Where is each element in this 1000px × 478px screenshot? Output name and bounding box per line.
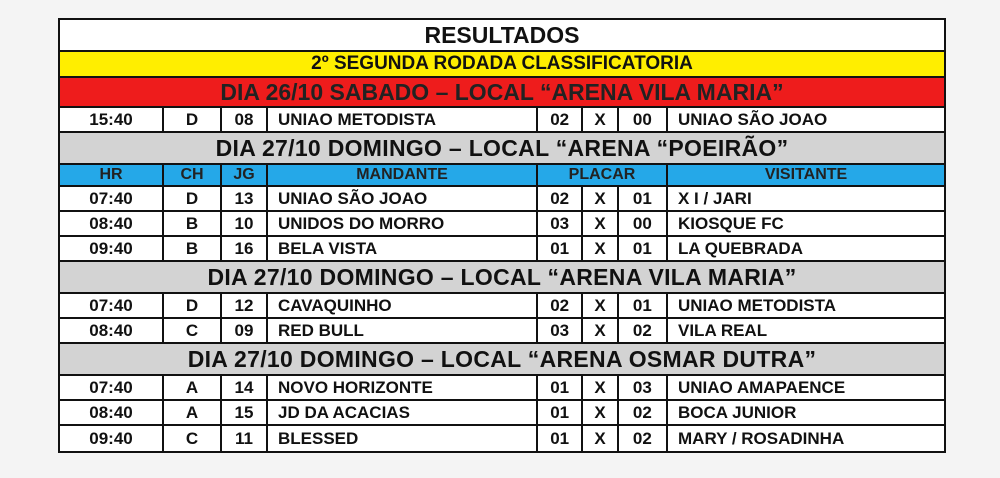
match-row (60, 294, 944, 319)
away-goals: 01 (632, 238, 652, 258)
time-cell: 08:40 (60, 401, 164, 424)
home-team-cell: UNIAO METODISTA (268, 108, 538, 131)
home-goals: 01 (538, 237, 583, 260)
away-team-cell: MARY / ROSADINHA (678, 428, 845, 448)
score-cell (538, 212, 668, 235)
match-row (60, 187, 944, 212)
time-cell: 08:40 (60, 212, 164, 235)
results-table (58, 18, 946, 453)
away-goals: 02 (632, 320, 652, 340)
score-cell (538, 376, 668, 399)
home-goals: 01 (538, 401, 583, 424)
game-number-cell: 08 (222, 108, 268, 131)
away-goals: 03 (632, 377, 652, 397)
day-header-text: DIA 27/10 DOMINGO – LOCAL “ARENA VILA MARIA” (207, 263, 797, 290)
time-cell: 07:40 (60, 376, 164, 399)
column-header-hr: HR (60, 165, 164, 185)
category-cell: D (164, 187, 222, 210)
away-goals: 00 (632, 109, 652, 129)
away-goals: 00 (632, 213, 652, 233)
game-number-cell: 11 (222, 426, 268, 451)
score-cell (538, 401, 668, 424)
time-cell: 07:40 (60, 187, 164, 210)
score-separator: X (583, 376, 618, 399)
game-number-cell: 16 (222, 237, 268, 260)
subtitle-text: 2º SEGUNDA RODADA CLASSIFICATORIA (311, 53, 693, 74)
score-separator: X (583, 108, 618, 131)
day-header-text: DIA 27/10 DOMINGO – LOCAL “ARENA OSMAR DUTRA” (187, 345, 817, 372)
day-header-text: DIA 27/10 DOMINGO – LOCAL “ARENA “POEIRÃO” (215, 134, 789, 161)
match-row (60, 212, 944, 237)
home-team-cell: UNIDOS DO MORRO (268, 212, 538, 235)
home-goals: 01 (538, 426, 583, 451)
day-header-text: DIA 26/10 SABADO – LOCAL “ARENA VILA MARIA” (220, 78, 784, 105)
home-goals: 02 (538, 108, 583, 131)
category-cell: A (164, 401, 222, 424)
score-cell (538, 108, 668, 131)
home-team-cell: JD DA ACACIAS (268, 401, 538, 424)
match-row (60, 376, 944, 401)
score-separator: X (583, 237, 618, 260)
game-number-cell: 12 (222, 294, 268, 317)
score-cell (538, 426, 668, 451)
away-goals: 02 (632, 428, 652, 448)
day-header-sunday-vila-maria (60, 262, 944, 294)
title-text: RESULTADOS (424, 21, 580, 48)
column-header-mandante: MANDANTE (268, 165, 538, 185)
category-cell: B (164, 237, 222, 260)
day-header-sunday-poeirao (60, 133, 944, 165)
column-header-row (60, 165, 944, 187)
score-cell (538, 237, 668, 260)
away-team-cell: X I / JARI (678, 188, 752, 208)
away-team-cell: KIOSQUE FC (678, 213, 784, 233)
column-header-placar: PLACAR (538, 165, 668, 185)
match-row (60, 426, 944, 451)
away-team-cell: UNIAO METODISTA (678, 295, 837, 315)
match-row (60, 319, 944, 344)
score-separator: X (583, 294, 618, 317)
match-row (60, 401, 944, 426)
home-goals: 02 (538, 294, 583, 317)
category-cell: D (164, 294, 222, 317)
category-cell: A (164, 376, 222, 399)
score-separator: X (583, 426, 618, 451)
home-team-cell: NOVO HORIZONTE (268, 376, 538, 399)
column-header-visitante: VISITANTE (764, 166, 848, 183)
game-number-cell: 10 (222, 212, 268, 235)
day-header-saturday (60, 78, 944, 108)
score-separator: X (583, 187, 618, 210)
column-header-ch: CH (164, 165, 222, 185)
category-cell: C (164, 319, 222, 342)
score-cell (538, 294, 668, 317)
home-team-cell: UNIAO SÃO JOAO (268, 187, 538, 210)
score-cell (538, 187, 668, 210)
score-separator: X (583, 212, 618, 235)
home-team-cell: BLESSED (268, 426, 538, 451)
home-goals: 03 (538, 319, 583, 342)
away-team-cell: UNIAO SÃO JOAO (678, 109, 828, 129)
round-subtitle (60, 52, 944, 78)
away-team-cell: VILA REAL (678, 320, 768, 340)
game-number-cell: 14 (222, 376, 268, 399)
game-number-cell: 13 (222, 187, 268, 210)
category-cell: C (164, 426, 222, 451)
category-cell: D (164, 108, 222, 131)
away-goals: 01 (632, 188, 652, 208)
away-team-cell: LA QUEBRADA (678, 238, 803, 258)
time-cell: 07:40 (60, 294, 164, 317)
home-team-cell: BELA VISTA (268, 237, 538, 260)
score-separator: X (583, 319, 618, 342)
away-goals: 01 (632, 295, 652, 315)
category-cell: B (164, 212, 222, 235)
day-header-sunday-osmar-dutra (60, 344, 944, 376)
away-team-cell: BOCA JUNIOR (678, 402, 797, 422)
home-goals: 03 (538, 212, 583, 235)
time-cell: 09:40 (60, 237, 164, 260)
home-goals: 02 (538, 187, 583, 210)
score-cell (538, 319, 668, 342)
time-cell: 08:40 (60, 319, 164, 342)
away-team-cell: UNIAO AMAPAENCE (678, 377, 846, 397)
match-row (60, 237, 944, 262)
away-goals: 02 (632, 402, 652, 422)
game-number-cell: 15 (222, 401, 268, 424)
home-team-cell: RED BULL (268, 319, 538, 342)
home-goals: 01 (538, 376, 583, 399)
time-cell: 09:40 (60, 426, 164, 451)
match-row (60, 108, 944, 133)
column-header-jg: JG (222, 165, 268, 185)
game-number-cell: 09 (222, 319, 268, 342)
table-title (60, 20, 944, 52)
score-separator: X (583, 401, 618, 424)
home-team-cell: CAVAQUINHO (268, 294, 538, 317)
time-cell: 15:40 (60, 108, 164, 131)
